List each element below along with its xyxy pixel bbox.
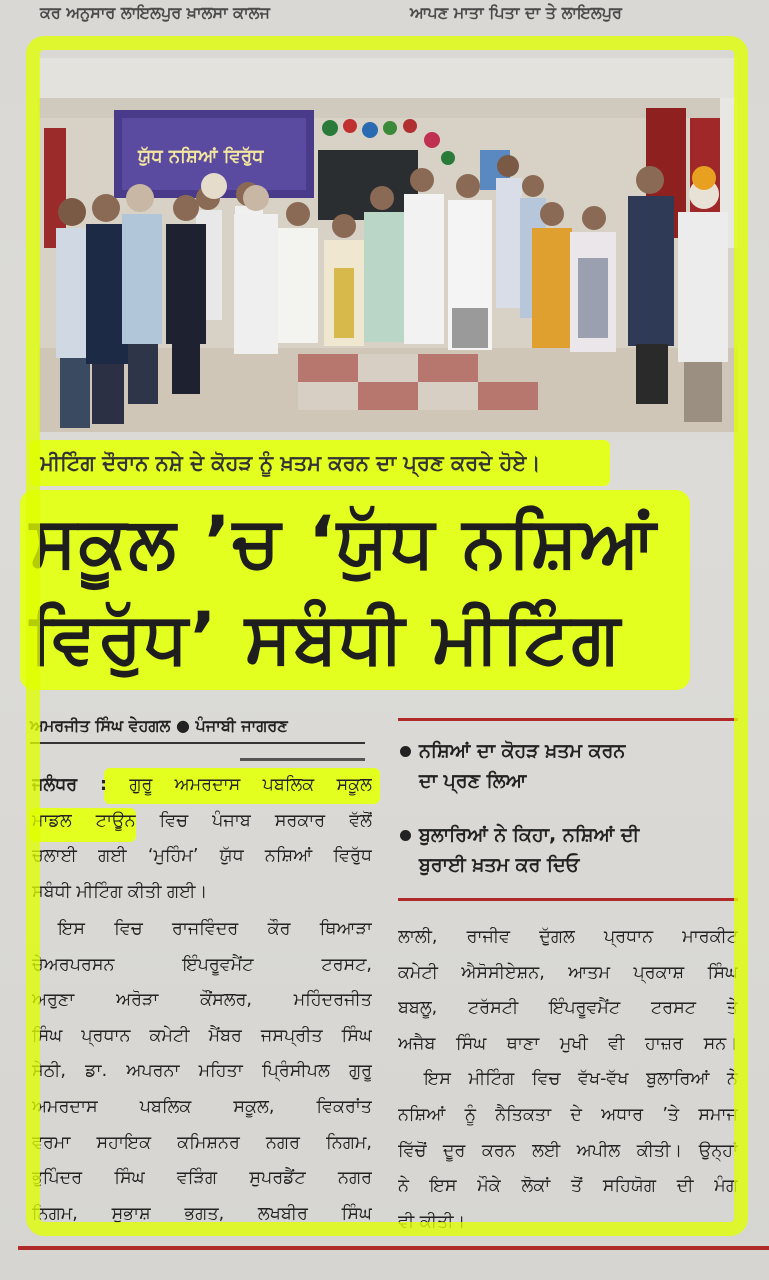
col1-line: ਅਰੁਣਾ ਅਰੋੜਾ ਕੌਂਸਲਰ, ਮਹਿੰਦਰਜੀਤ [32, 990, 372, 1011]
intro-line-1: ਗੁਰੂ ਅਮਰਦਾਸ ਪਬਲਿਕ ਸਕੂਲ [129, 775, 372, 795]
col1-line: ਵਰਮਾ ਸਹਾਇਕ ਕਮਿਸ਼ਨਰ ਨਗਰ ਨਿਗਮ, [32, 1132, 372, 1153]
reporter-name: ਅਮਰਜੀਤ ਸਿੰਘ ਵੇਹਗਲ [30, 716, 171, 735]
col2-line: ਨੇ ਇਸ ਮੌਕੇ ਲੋਕਾਂ ਤੋਂ ਸਹਿਯੋਗ ਦੀ ਮੰਗ [398, 1176, 738, 1197]
col2-line: ਬਬਲੂ, ਟਰੱਸਟੀ ਇੰਪਰੂਵਮੈਂਟ ਟਰਸਟ ਤੇ [398, 998, 738, 1019]
article-column-1 [32, 912, 372, 1232]
highlight-2-line-1: ਬੁਲਾਰਿਆਂ ਨੇ ਕਿਹਾ, ਨਸ਼ਿਆਂ ਦੀ [419, 824, 640, 846]
previous-article-strip [0, 0, 769, 30]
dateline: ਜਲੰਧਰ : [32, 775, 107, 795]
top-strip-right: ਆਪਣ ਮਾਤਾ ਪਿਤਾ ਦਾ ਤੇ ਲਾਇਲਪੁਰ [410, 3, 622, 22]
news-photo [38, 58, 738, 432]
article-column-2 [398, 920, 738, 1240]
col2-line: ਇਸ ਮੀਟਿੰਗ ਵਿਚ ਵੱਖ-ਵੱਖ ਬੁਲਾਰਿਆਂ ਨੇ [424, 1069, 738, 1090]
col1-line: ਇਸ ਵਿਚ ਰਾਜਵਿੰਦਰ ਕੌਰ ਥਿਆੜਾ [58, 919, 372, 939]
highlight-item-2 [400, 820, 740, 880]
col2-line: ਕਮੇਟੀ ਐਸੋਸੀਏਸ਼ਨ, ਆਤਮ ਪ੍ਰਕਾਸ਼ ਸਿੰਘ [398, 962, 738, 983]
intro-line-3: ਚਲਾਈ ਗਈ ‘ਮੁਹਿੰਮ’ ਯੁੱਧ ਨਸ਼ਿਆਂ ਵਿਰੁੱਧ [32, 846, 372, 867]
top-strip-left: ਕਰ ਅਨੁਸਾਰ ਲਾਇਲਪੁਰ ਖ਼ਾਲਸਾ ਕਾਲਜ [40, 3, 270, 22]
col2-line: ਅਜੈਬ ਸਿੰਘ ਥਾਣਾ ਮੁਖੀ ਵੀ ਹਾਜ਼ਰ ਸਨ। [398, 1033, 738, 1054]
intro-line-4: ਸਬੰਧੀ ਮੀਟਿੰਗ ਕੀਤੀ ਗਈ। [32, 881, 208, 902]
col2-line: ਵੀ ਕੀਤੀ। [398, 1211, 466, 1232]
headline-line-2: ਵਿਰੁੱਧ’ ਸਬੰਧੀ ਮੀਟਿੰਗ [30, 597, 622, 679]
highlight-2-line-2: ਬੁਰਾਈ ਖ਼ਤਮ ਕਰ ਦਿਓ [419, 854, 580, 876]
highlights-bottom-rule [398, 898, 738, 901]
group-photo-illustration [38, 58, 738, 432]
photo-caption: ਮੀਟਿੰਗ ਦੌਰਾਨ ਨਸ਼ੇ ਦੇ ਕੋਹੜ ਨੂੰ ਖ਼ਤਮ ਕਰਨ ਦਾ ਪ੍ਰਣ ਕਰਦੇ ਹੋਏ। [30, 440, 610, 486]
col2-line: ਨਸ਼ਿਆਂ ਨੂੰ ਨੈਤਿਕਤਾ ਦੇ ਅਧਾਰ ’ਤੇ ਸਮਾਜ [398, 1104, 738, 1125]
bullet-dot [400, 830, 411, 841]
headline-line-1: ਸਕੂਲ ’ਚ ‘ਯੁੱਧ ਨਸ਼ਿਆਂ [30, 501, 658, 583]
highlight-item-1 [400, 736, 740, 796]
newspaper-name: ਪੰਜਾਬੀ ਜਾਗਰਣ [195, 716, 288, 735]
col1-line: ਸੇਠੀ, ਡਾ. ਅਪਰਨਾ ਮਹਿਤਾ ਪ੍ਰਿੰਸੀਪਲ ਗੁਰੂ [32, 1061, 372, 1082]
byline-rule [30, 742, 365, 744]
col1-line: ਚੇਅਰਪਰਸਨ ਇੰਪਰੂਵਮੈਂਟ ਟਰਸਟ, [32, 954, 372, 975]
byline [30, 716, 288, 736]
highlight-1-line-1: ਨਸ਼ਿਆਂ ਦਾ ਕੋਹੜ ਖ਼ਤਮ ਕਰਨ [419, 740, 626, 762]
col2-line: ਲਾਲੀ, ਰਾਜੀਵ ਦੁੱਗਲ ਪ੍ਰਧਾਨ ਮਾਰਕੀਟ [398, 927, 738, 947]
byline-separator: ● [175, 716, 190, 735]
col1-line: ਅਮਰਦਾਸ ਪਬਲਿਕ ਸਕੂਲ, ਵਿਕਰਾਂਤ [32, 1096, 372, 1117]
intro-line-2: ਮਾਡਲ ਟਾਊਨ ਵਿਚ ਪੰਜਾਬ ਸਰਕਾਰ ਵੱਲੋਂ [32, 810, 372, 831]
col1-line: ਸਿੰਘ ਪ੍ਰਧਾਨ ਕਮੇਟੀ ਮੈਂਬਰ ਜਸਪ੍ਰੀਤ ਸਿੰਘ [32, 1025, 372, 1046]
headline [30, 494, 690, 686]
col1-line: ਭੁਪਿੰਦਰ ਸਿੰਘ ਵੜਿੰਗ ਸੁਪਰਡੈਂਟ ਨਗਰ [32, 1168, 372, 1189]
col2-line: ਵਿੱਚੋਂ ਦੂਰ ਕਰਨ ਲਈ ਅਪੀਲ ਕੀਤੀ। ਉਨ੍ਹਾਂ [398, 1140, 738, 1161]
bullet-dot [400, 746, 411, 757]
article-intro [32, 768, 372, 910]
col1-line: ਨਿਗਮ, ਸੁਭਾਸ਼ ਭਗਤ, ਲਖਬੀਰ ਸਿੰਘ [32, 1203, 372, 1224]
highlight-1-line-2: ਦਾ ਪ੍ਰਣ ਲਿਆ [419, 770, 527, 792]
bottom-rule [18, 1246, 769, 1250]
byline-underline [240, 758, 365, 761]
banner-text: ਯੁੱਧ ਨਸ਼ਿਆਂ ਵਿਰੁੱਧ [138, 146, 264, 167]
highlights-top-rule [398, 718, 738, 721]
